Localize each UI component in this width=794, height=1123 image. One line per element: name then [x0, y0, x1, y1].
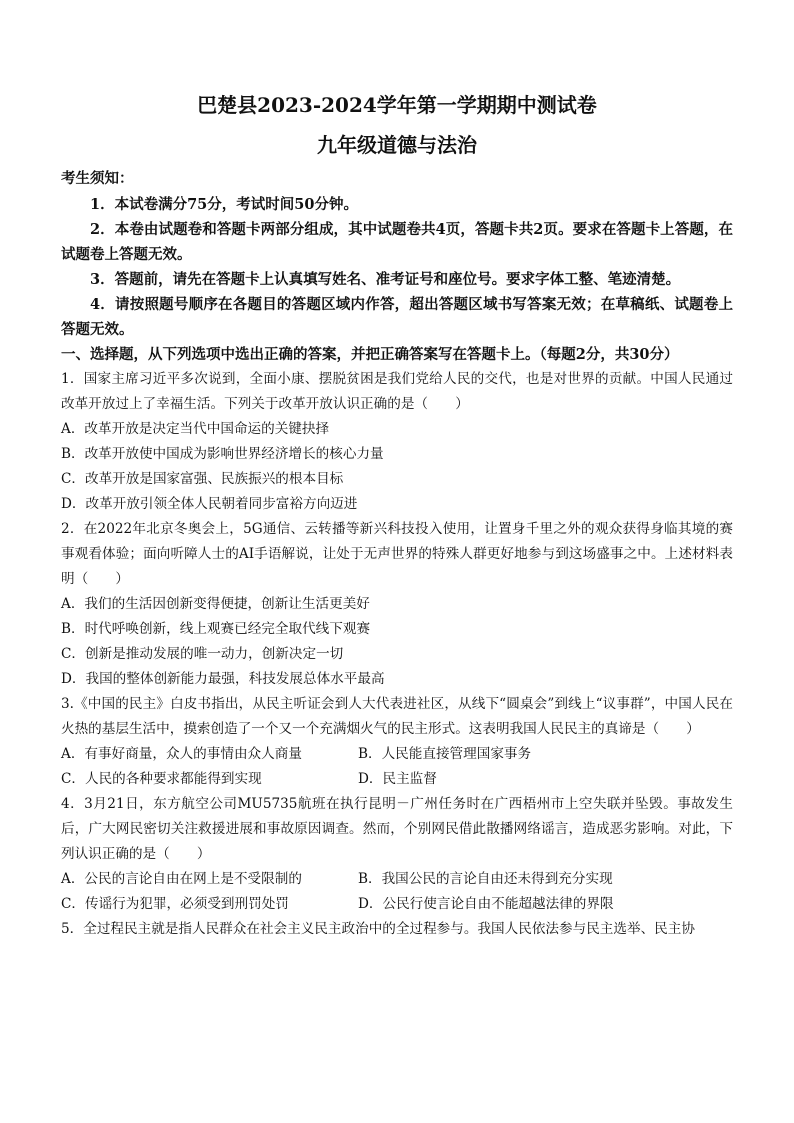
option-a: A．改革开放是决定当代中国命运的关键抉择 — [61, 421, 330, 437]
notice-item: 4．请按照题号顺序在各题目的答题区域内作答，超出答题区域书写答案无效；在草稿纸、试题卷上答题无效。 — [61, 296, 733, 338]
exam-title: 巴楚县2023-2024学年第一学期期中测试卷 — [197, 93, 597, 117]
question-1 — [61, 367, 733, 517]
question-3 — [61, 692, 733, 792]
notice-item: 3．答题前，请先在答题卡上认真填写姓名、准考证号和座位号。要求字体工整、笔迹清楚。 — [90, 271, 681, 288]
option-d: D．公民行使言论自由不能超越法律的界限 — [358, 896, 614, 912]
option-row — [61, 867, 733, 892]
question-2 — [61, 517, 733, 692]
question-stem: 2．在2022年北京冬奥会上，5G通信、云转播等新兴科技投入使用，让置身千里之外的观众获得身临其境的赛事观看体验；面向听障人士的AI手语解说，让处于无声世界的特殊人群更好地参与到这场盛事之中。上述材料表明（ ） — [61, 521, 733, 587]
notice-item: 2．本卷由试题卷和答题卡两部分组成，其中试题卷共4页，答题卡共2页。要求在答题卡上答题，在试题卷上答题无效。 — [61, 221, 733, 263]
question-stem: 1．国家主席习近平多次说到，全面小康、摆脱贫困是我们党给人民的交代，也是对世界的贡献。中国人民通过改革开放过上了幸福生活。下列关于改革开放认识正确的是（ ） — [61, 371, 733, 412]
option-c: C．创新是推动发展的唯一动力，创新决定一切 — [61, 646, 344, 662]
option-c: C．传谣行为犯罪，必须受到刑罚处罚 — [61, 896, 289, 912]
question-stem: 4．3月21日，东方航空公司MU5735航班在执行昆明－广州任务时在广西梧州市上空失联并坠毁。事故发生后，广大网民密切关注救援进展和事故原因调查。然而，个别网民借此散播网络谣言，造成恶劣影响。对此，下列认识正确的是（ ） — [61, 796, 733, 862]
question-stem: 3.《中国的民主》白皮书指出，从民主听证会到人大代表进社区，从线下“圆桌会”到线上“议事群”，中国人民在火热的基层生活中，摸索创造了一个又一个充满烟火气的民主形式。这表明我国人民民主的真谛是（ ） — [61, 696, 733, 737]
option-a: A．公民的言论自由在网上是不受限制的 — [61, 871, 302, 887]
exam-subtitle: 九年级道德与法治 — [317, 133, 477, 157]
option-d: D．改革开放引领全体人民朝着同步富裕方向迈进 — [61, 496, 358, 512]
question-4 — [61, 792, 733, 917]
option-d: D．我国的整体创新能力最强，科技发展总体水平最高 — [61, 671, 385, 687]
option-b: B．我国公民的言论自由还未得到充分实现 — [358, 871, 613, 887]
exam-page — [61, 88, 733, 942]
option-row — [61, 767, 733, 792]
option-c: C．人民的各种要求都能得到实现 — [61, 771, 262, 787]
question-5 — [61, 917, 733, 942]
notice-heading: 考生须知： — [61, 170, 134, 187]
option-b: B．人民能直接管理国家事务 — [358, 746, 532, 762]
notice-item: 1．本试卷满分75分，考试时间50分钟。 — [90, 196, 358, 213]
option-row — [61, 892, 733, 917]
option-d: D．民主监督 — [358, 771, 437, 787]
option-b: B．时代呼唤创新，线上观赛已经完全取代线下观赛 — [61, 621, 371, 637]
question-stem: 5．全过程民主就是指人民群众在社会主义民主政治中的全过程参与。我国人民依法参与民主选举、民主协 — [61, 921, 695, 937]
option-a: A．我们的生活因创新变得便捷，创新让生活更美好 — [61, 596, 370, 612]
option-b: B．改革开放使中国成为影响世界经济增长的核心力量 — [61, 446, 384, 462]
option-c: C．改革开放是国家富强、民族振兴的根本目标 — [61, 471, 344, 487]
section-heading: 一、选择题，从下列选项中选出正确的答案，并把正确答案写在答题卡上。（每题2分，共30分） — [61, 346, 679, 363]
notice-block — [61, 166, 733, 342]
option-a: A．有事好商量，众人的事情由众人商量 — [61, 746, 302, 762]
option-row — [61, 742, 733, 767]
